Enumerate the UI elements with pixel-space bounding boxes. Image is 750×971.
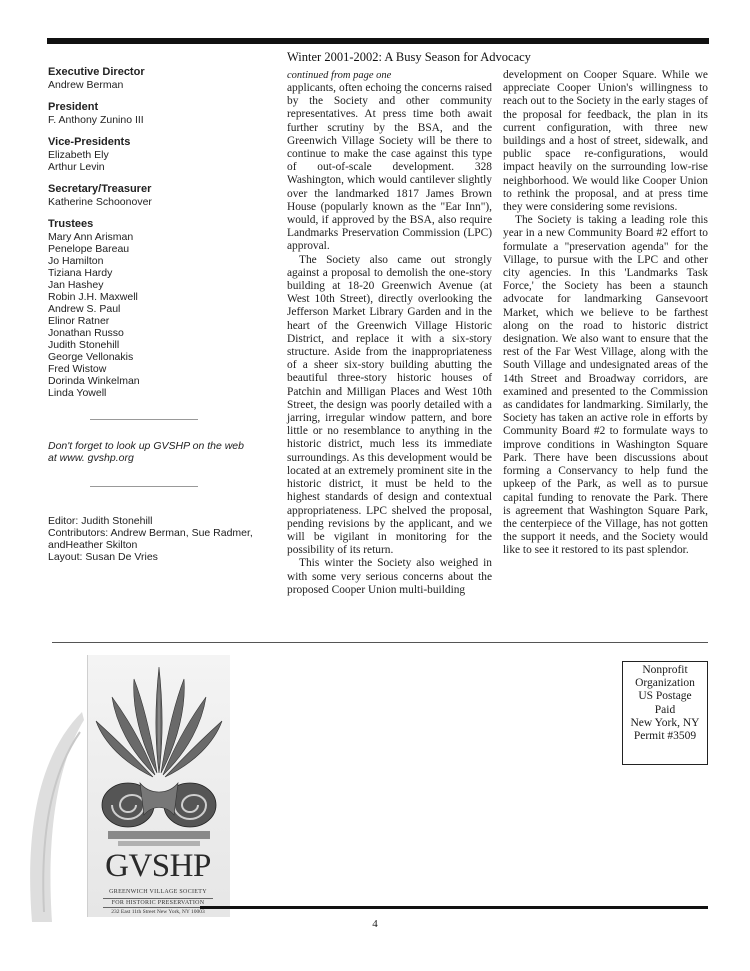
web-note-line: Don't forget to look up GVSHP on the web xyxy=(48,440,244,452)
postage-line: Organization xyxy=(635,677,695,690)
staff-role: Secretary/Treasurer xyxy=(48,183,152,195)
staff-group xyxy=(48,183,270,208)
staff-name: Penelope Bareau xyxy=(48,243,130,255)
staff-role: President xyxy=(48,101,99,113)
sidebar-divider xyxy=(90,419,198,420)
postage-line: New York, NY xyxy=(630,716,700,729)
staff-group xyxy=(48,218,270,399)
staff-role: Trustees xyxy=(48,218,94,230)
staff-name: Jonathan Russo xyxy=(48,327,124,339)
postage-line: Nonprofit xyxy=(642,664,688,676)
staff-name: Arthur Levin xyxy=(48,161,105,173)
staff-name: Linda Yowell xyxy=(48,387,107,399)
credit-line: Layout: Susan De Vries xyxy=(48,551,158,563)
article-column-1 xyxy=(287,70,492,597)
section-divider xyxy=(52,642,708,643)
article-paragraph: The Society also came out strongly against a proposal to demolish the one-story building at 18-20 Greenwich Avenue (at West 10th Street), directly overlooking the Jefferson Market Library Garden and in the heart of the Greenwich Village Historic District, and replace it with a six-story structure. Aside from the inappropriateness of a sheer six-story building abutting the beautiful three-story historic houses of Patchin and Milligan Places and West 10th Street, the design was poorly detailed with a jarring, irregular window pattern, and bore little or no resemblance to anything in the historic district, much less its immediate surroundings. As this development would be located at an extremely prominent site in the historic district, it must be held to the highest standards of design and contextual appropriateness. LPC shelved the proposal, pending revisions by the applicant, and we will be vigilant in monitoring for the possibility of its return. xyxy=(287,253,492,557)
staff-name: Dorinda Winkelman xyxy=(48,375,140,387)
staff-name: Robin J.H. Maxwell xyxy=(48,291,138,303)
article-paragraph: This winter the Society also weighed in with some very serious concerns about the proposed Cooper Union multi-building xyxy=(287,557,492,596)
staff-name: George Vellonakis xyxy=(48,351,134,363)
credit-line: Editor: Judith Stonehill xyxy=(48,515,153,527)
postage-line: US Postage xyxy=(638,690,692,703)
staff-name: Andrew S. Paul xyxy=(48,303,121,315)
anthemion-ornament-icon xyxy=(88,655,230,855)
credit-line: Contributors: Andrew Berman, Sue Radmer, xyxy=(48,527,253,539)
credit-line: andHeather Skilton xyxy=(48,539,138,551)
staff-name: Mary Ann Arisman xyxy=(48,231,134,243)
credits xyxy=(48,515,270,563)
staff-group xyxy=(48,101,270,126)
staff-role: Vice-Presidents xyxy=(48,136,131,148)
staff-name: Elinor Ratner xyxy=(48,315,110,327)
article-paragraph: applicants, often echoing the concerns raised by the Society and other community representatives. At press time both await further scrutiny by the BSA, and the Greenwich Village Society will be there to continue to make the case against this type of out-of-scale development. 328 Washington, which would cantilever slightly over the landmarked 1817 James Brown House (popularly known as the "Ear Inn"), would, if approved by the BSA, also require Landmarks Preservation Commission (LPC) approval. xyxy=(287,82,492,253)
postage-indicia xyxy=(622,661,708,765)
palmette-leaf-icon xyxy=(22,712,84,922)
article-paragraph: The Society is taking a leading role this year in a new Community Board #2 effort to formulate a "preservation agenda" for the Village, to pursue with the LPC and other city agencies. In this 'Landmarks Task Force,' the Society has been a staunch advocate for landmarking Gansevoort Market, which we believe to be farthest along on the road to historic district designation. We also want to ensure that the rest of the Far West Village, along with the South Village and undesignated areas of the 14th Street and Broadway corridors, are examined and presented to the Commission as candidates for landmarking. Similarly, the Society has taken an active role in efforts by Community Board #2 to formulate ways to improve conditions in Washington Square Park. There have been discussions about forming a Conservancy to help fund the upkeep of the Park, as well as to pursue capital funding to renovate the Park. There is agreement that Washington Square Park, the centerpiece of the Village, has not gotten the support it needs, and the Society would like to see it restored to its past splendor. xyxy=(503,214,708,557)
article-title: Winter 2001-2002: A Busy Season for Advocacy xyxy=(287,50,531,64)
staff-group xyxy=(48,136,270,173)
staff-name: Tiziana Hardy xyxy=(48,267,113,279)
staff-group xyxy=(48,66,270,91)
continued-note: continued from page one xyxy=(287,70,392,81)
staff-name: Jo Hamilton xyxy=(48,255,104,267)
sidebar-divider xyxy=(90,486,198,487)
staff-name: Judith Stonehill xyxy=(48,339,120,351)
staff-name: Andrew Berman xyxy=(48,79,124,91)
page-number: 4 xyxy=(372,918,378,930)
web-note xyxy=(48,440,270,464)
staff-name: Elizabeth Ely xyxy=(48,149,109,161)
logo-org-line: FOR HISTORIC PRESERVATION xyxy=(103,898,213,908)
web-note-line: at www. gvshp.org xyxy=(48,452,134,464)
gvshp-wordmark: GVSHP xyxy=(105,848,211,884)
postage-line: Paid xyxy=(654,703,676,716)
staff-name: Katherine Schoonover xyxy=(48,196,152,208)
logo-org-line: GREENWICH VILLAGE SOCIETY xyxy=(109,889,207,895)
masthead-sidebar xyxy=(48,66,270,563)
staff-name: Jan Hashey xyxy=(48,279,104,291)
article-paragraph: development on Cooper Square. While we appreciate Cooper Union's willingness to reach out to the Society in the early stages of the proposal for feedback, the plan in its current configuration, with three new buildings and a host of street, sidewalk, and public space re-configurations, would impact heavily on the surrounding low-rise neighborhood. We would like Cooper Union to rethink the proposal, and at press time they were considering some revisions. xyxy=(503,69,708,214)
logo-address: 232 East 11th Street New York, NY 10003 xyxy=(111,909,205,915)
staff-name: Fred Wistow xyxy=(48,363,107,375)
article-column-2 xyxy=(503,69,708,558)
staff-role: Executive Director xyxy=(48,66,145,78)
staff-list xyxy=(48,66,270,399)
top-rule xyxy=(47,38,709,44)
staff-name: F. Anthony Zunino III xyxy=(48,114,144,126)
bottom-rule xyxy=(200,906,708,909)
postage-line: Permit #3509 xyxy=(633,730,697,743)
